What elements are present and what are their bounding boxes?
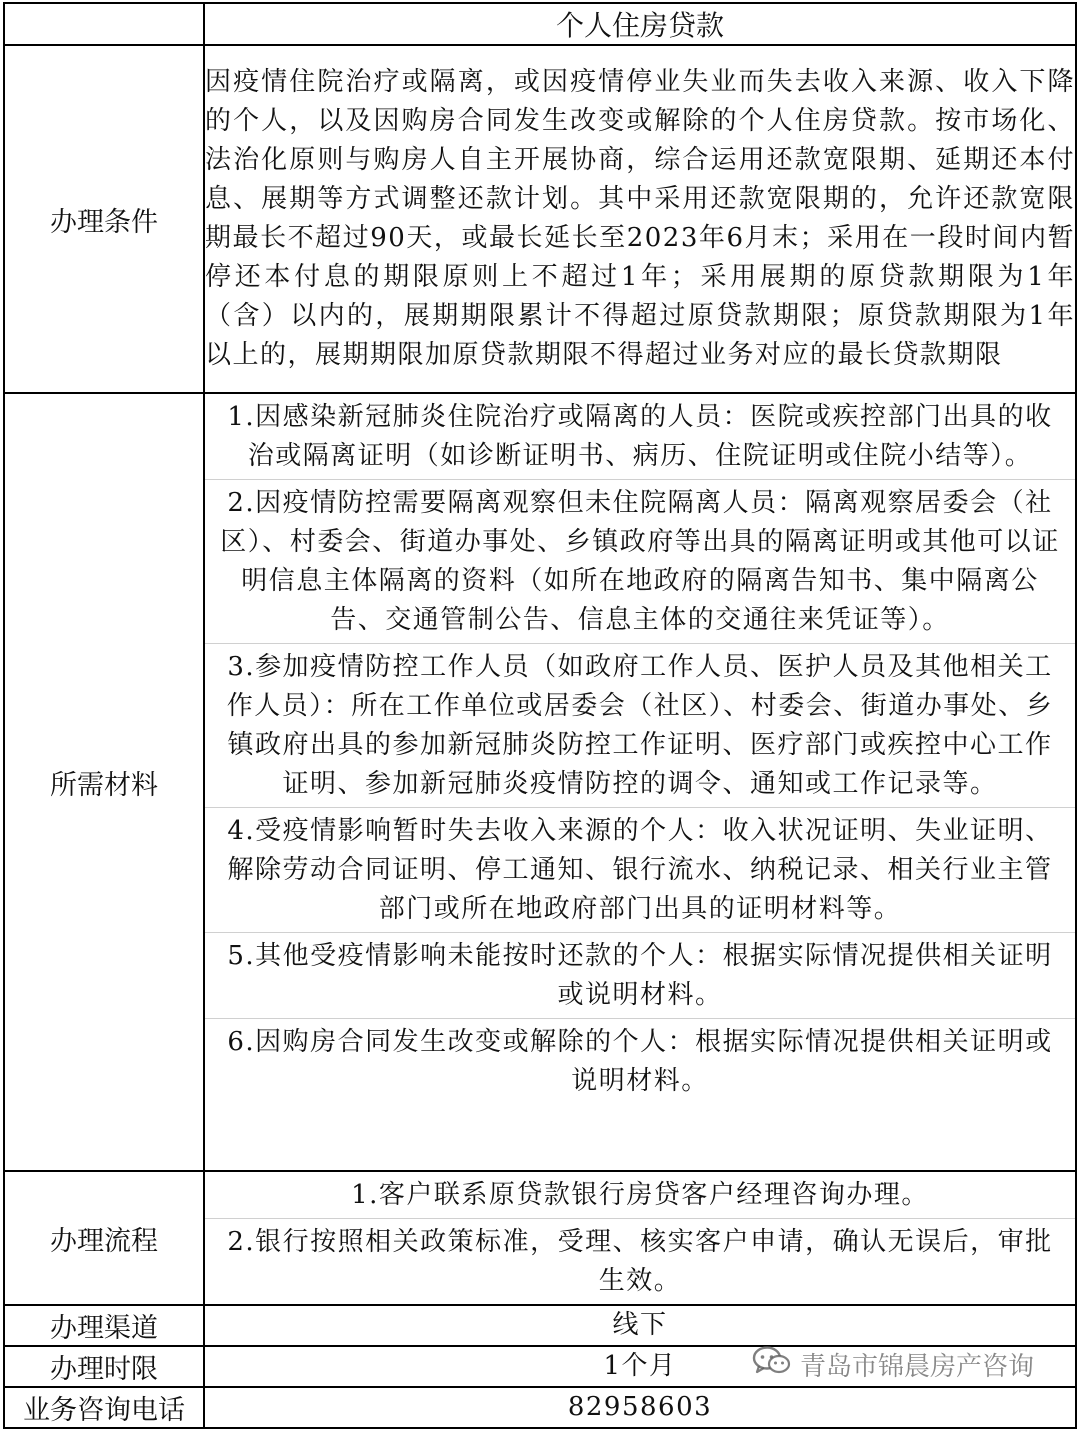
- process-label: 办理流程: [4, 1171, 204, 1305]
- time-limit-value: 1个月: [204, 1346, 1076, 1387]
- materials-item-3: 3.参加疫情防控工作人员（如政府工作人员、医护人员及其他相关工作人员）：所在工作单位或居委会（社区）、村委会、街道办事处、乡镇政府出具的参加新冠肺炎防控工作证明、医疗部门或疾控中心工作证明、参加新冠肺炎疫情防控的调令、通知或工作记录等。: [205, 644, 1075, 808]
- materials-item-4: 4.受疫情影响暂时失去收入来源的个人：收入状况证明、失业证明、解除劳动合同证明、停工通知、银行流水、纳税记录、相关行业主管部门或所在地政府部门出具的证明材料等。: [205, 808, 1075, 933]
- title-row: [4, 3, 1076, 45]
- materials-item-1: 1.因感染新冠肺炎住院治疗或隔离的人员：医院或疾控部门出具的收治或隔离证明（如诊断证明书、病历、住院证明或住院小结等）。: [205, 394, 1075, 480]
- process-row: [4, 1171, 1076, 1305]
- materials-item-5: 5.其他受疫情影响未能按时还款的个人：根据实际情况提供相关证明或说明材料。: [205, 933, 1075, 1019]
- loan-policy-table: [3, 2, 1077, 1429]
- materials-item-6: 6.因购房合同发生改变或解除的个人：根据实际情况提供相关证明或说明材料。: [227, 1027, 1053, 1096]
- hotline-value: 82958603: [204, 1387, 1076, 1428]
- channel-value: 线下: [204, 1305, 1076, 1346]
- materials-item-2: 2.因疫情防控需要隔离观察但未住院隔离人员：隔离观察居委会（社区）、村委会、街道办事处、乡镇政府等出具的隔离证明或其他可以证明信息主体隔离的资料（如所在地政府的隔离告知书、集中隔离公告、交通管制公告、信息主体的交通往来凭证等）。: [205, 480, 1075, 644]
- conditions-row: [4, 45, 1076, 393]
- materials-row: [4, 393, 1076, 1171]
- process-list: [204, 1171, 1076, 1305]
- channel-row: [4, 1305, 1076, 1346]
- conditions-text: 因疫情住院治疗或隔离，或因疫情停业失业而失去收入来源、收入下降的个人，以及因购房合同发生改变或解除的个人住房贷款。按市场化、法治化原则与购房人自主开展协商，综合运用还款宽限期、延期还本付息、展期等方式调整还款计划。其中采用还款宽限期的，允许还款宽限期最长不超过90天，或最长延长至2023年6月末；采用在一段时间内暂停还本付息的期限原则上不超过1年；采用展期的原贷款期限为1年（含）以内的，展期期限累计不得超过原贷款期限；原贷款期限为1年以上的，展期期限加原贷款期限不得超过业务对应的最长贷款期限: [204, 45, 1076, 393]
- process-item-1: 1.客户联系原贷款银行房贷客户经理咨询办理。: [205, 1172, 1075, 1219]
- process-item-2: 2.银行按照相关政策标准，受理、核实客户申请，确认无误后，审批生效。: [227, 1227, 1053, 1296]
- hotline-row: [4, 1387, 1076, 1428]
- channel-label: 办理渠道: [4, 1305, 204, 1346]
- title-corner-cell: [4, 3, 204, 45]
- wechat-icon: [752, 1345, 792, 1384]
- time-limit-label: 办理时限: [4, 1346, 204, 1387]
- conditions-label: 办理条件: [4, 45, 204, 393]
- table-title: 个人住房贷款: [204, 3, 1076, 45]
- materials-list: [204, 393, 1076, 1171]
- hotline-label: 业务咨询电话: [4, 1387, 204, 1428]
- watermark-text: 青岛市锦晨房产咨询: [800, 1352, 1035, 1382]
- watermark: [752, 1345, 1034, 1384]
- materials-label: 所需材料: [4, 393, 204, 1171]
